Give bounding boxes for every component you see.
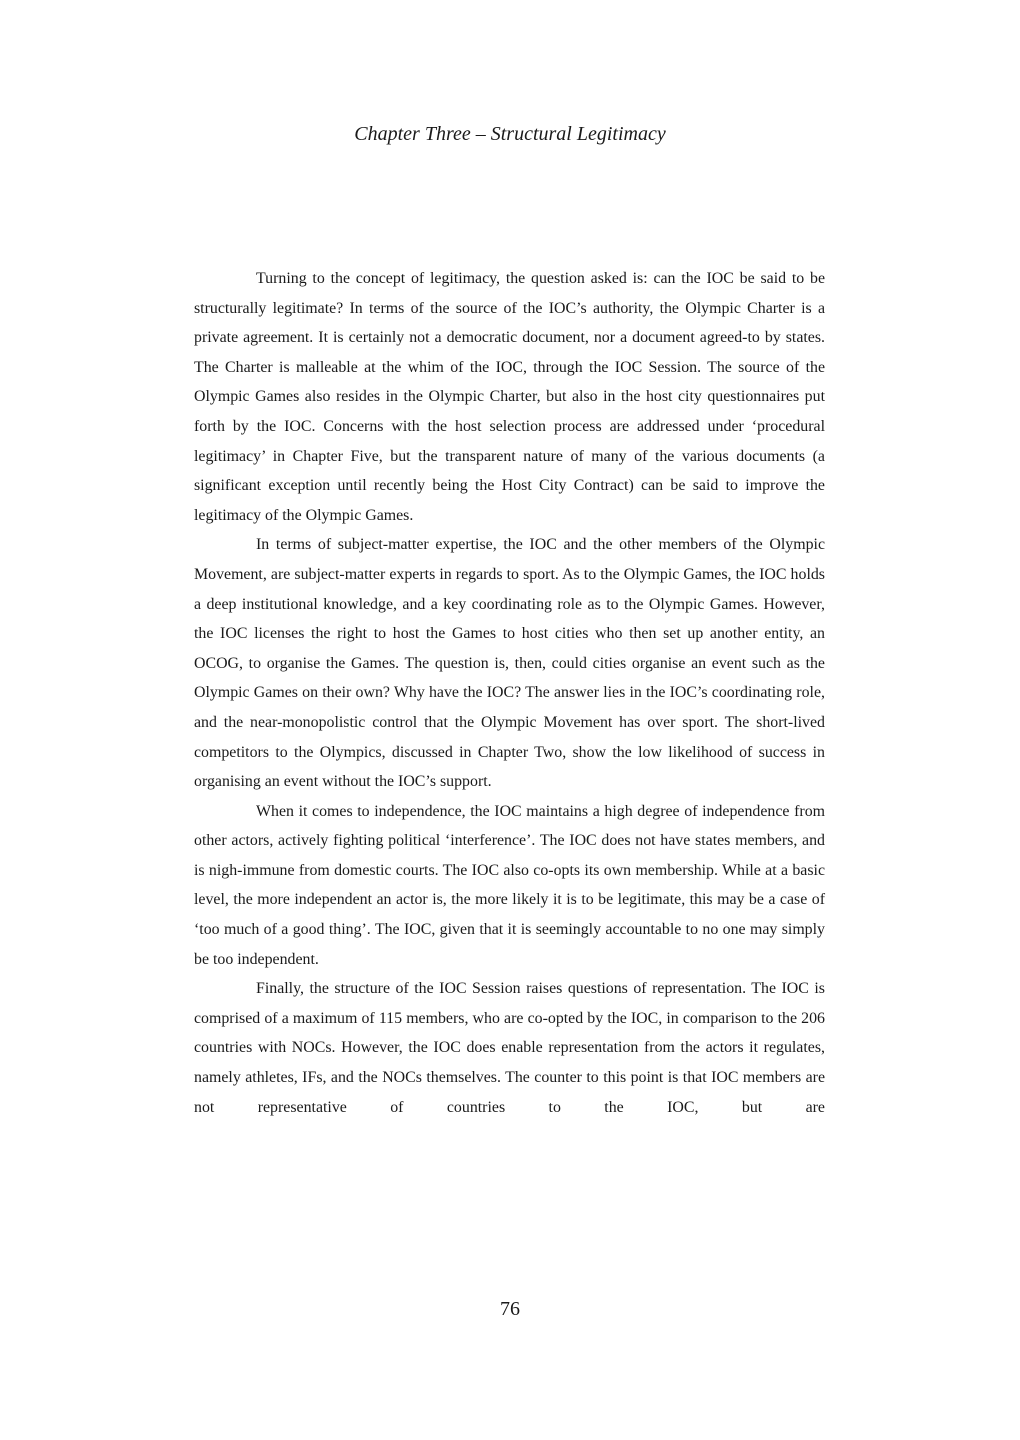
running-header: Chapter Three – Structural Legitimacy [354,123,666,145]
paragraph-legitimacy-source: Turning to the concept of legitimacy, the question asked is: can the IOC be said to be structurally legitimate? In terms of the source of the IOC’s authority, the Olympic Charter is a private agreement. It is certainly not a democratic document, nor a document agreed-to by states. The Charter is malleable at the whim of the IOC, through the IOC Session. The source of the Olympic Games also resides in the Olympic Charter, but also in the host city questionnaires put forth by the IOC. Concerns with the host selection process are addressed under ‘procedural legitimacy’ in Chapter Five, but the transparent nature of many of the various documents (a significant exception until recently being the Host City Contract) can be said to improve the legitimacy of the Olympic Games. [194,270,825,524]
page-number: 76 [500,1298,520,1320]
paragraph-independence: When it comes to independence, the IOC maintains a high degree of independence from other actors, actively fighting political ‘interference’. The IOC does not have states members, and is nigh-immune from domestic courts. The IOC also co-opts its own membership. While at a basic level, the more independent an actor is, the more likely it is to be legitimate, this may be a case of ‘too much of a good thing’. The IOC, given that it is seemingly accountable to no one may simply be too independent. [194,802,825,968]
body-text [194,264,825,1122]
paragraph-subject-matter-expertise: In terms of subject-matter expertise, the IOC and the other members of the Olympic Movement, are subject-matter experts in regards to sport. As to the Olympic Games, the IOC holds a deep institutional knowledge, and a key coordinating role as to the Olympic Games. However, the IOC licenses the right to host the Games to host cities who then set up another entity, an OCOG, to organise the Games. The question is, then, could cities organise an event such as the Olympic Games on their own? Why have the IOC? The answer lies in the IOC’s coordinating role, and the near-monopolistic control that the Olympic Movement has over sport. The short-lived competitors to the Olympics, discussed in Chapter Two, show the low likelihood of success in organising an event without the IOC’s support. [194,536,825,791]
paragraph-representation: Finally, the structure of the IOC Session raises questions of representation. The IOC is comprised of a maximum of 115 members, who are co-opted by the IOC, in comparison to the 206 countries with NOCs. However, the IOC does enable representation from the actors it regulates, namely athletes, IFs, and the NOCs themselves. The counter to this point is that IOC members are not representative of countries to the IOC, but are [194,980,825,1116]
